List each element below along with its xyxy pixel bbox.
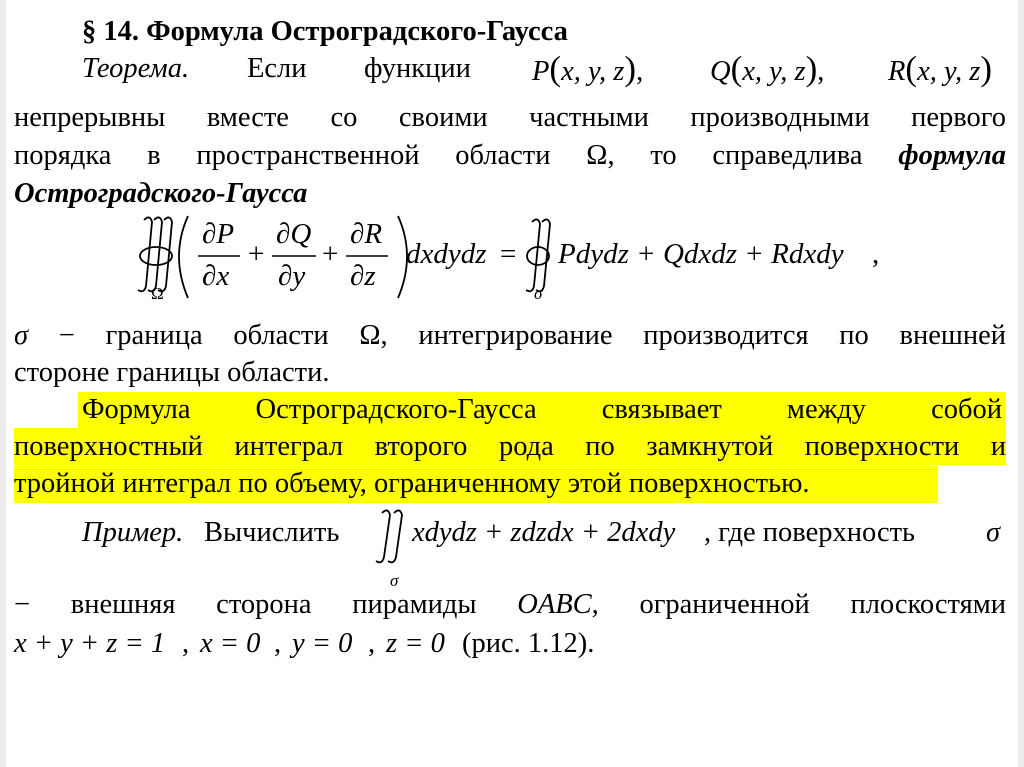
- function-r-args: x, y, z: [917, 56, 981, 87]
- function-r-name: R: [888, 56, 906, 87]
- gauss-formula: [130, 212, 950, 312]
- equals-sign: =: [500, 238, 517, 270]
- function-q-args: x, y, z: [742, 56, 806, 87]
- volume-element: dxdydz: [406, 238, 487, 270]
- function-r: R(x, y, z): [888, 49, 993, 88]
- example-integral-sub: σ: [390, 571, 399, 590]
- example-after: , где поверхность: [704, 517, 916, 548]
- plane-eq-1: x + y + z = 1: [14, 628, 166, 659]
- fraction-3-den: ∂z: [350, 260, 376, 292]
- theorem-line-2: непрерывны вместе со своими частными производными первого: [14, 102, 1006, 133]
- function-p: P(x, y, z),: [532, 49, 644, 88]
- fraction-2-num: ∂Q: [276, 218, 312, 250]
- highlight-line-2: поверхностный интеграл второго рода по замкнутой поверхности и: [14, 431, 1006, 462]
- term-formula: формула: [898, 140, 1006, 171]
- example-row: [82, 515, 1016, 590]
- comma-3: ,: [368, 628, 376, 659]
- example-verb: Вычислить: [204, 517, 340, 548]
- function-p-args: x, y, z: [561, 56, 625, 87]
- surface-integral-sub: σ: [534, 284, 543, 303]
- formula-tail: ,: [872, 238, 880, 270]
- pyramid-name: OABC: [517, 589, 592, 620]
- page-left-edge: [0, 0, 6, 767]
- boundary-line: [14, 318, 1006, 354]
- surface-integrand: Pdydz + Qdxdz + Rdxdy: [558, 238, 844, 270]
- fraction-2-den: ∂y: [278, 260, 306, 292]
- example-label: Пример.: [82, 517, 184, 548]
- fraction-1-den: ∂x: [202, 260, 230, 292]
- theorem-word-functions: функции: [364, 53, 471, 84]
- line8-text2: , ограниченной плоскостями: [591, 589, 1007, 620]
- comma-1: ,: [182, 628, 190, 659]
- section-title: § 14. Формула Остроградского-Гаусса: [82, 16, 568, 47]
- line3-before: порядка в пространственной области: [14, 140, 551, 171]
- function-p-name: P: [532, 56, 550, 87]
- theorem-label: Теорема.: [82, 53, 190, 84]
- function-q: Q(x, y, z),: [710, 49, 825, 88]
- function-q-sep: ,: [817, 56, 825, 87]
- function-q-name: Q: [710, 56, 731, 87]
- theorem-word-if: Если: [247, 53, 307, 84]
- figure-ref: (рис. 1.12).: [462, 628, 595, 659]
- plane-eq-3: y = 0: [292, 628, 353, 659]
- plus-1: +: [248, 238, 265, 270]
- plane-eq-2: x = 0: [200, 628, 261, 659]
- line5-text2: , интегрирование производится по внешней: [380, 320, 1006, 351]
- line8-text1: внешняя сторона пирамиды: [70, 589, 477, 620]
- line5-text1: граница области: [105, 320, 329, 351]
- boundary-line-2: стороне границы области.: [14, 357, 330, 388]
- fraction-1-num: ∂P: [202, 218, 235, 250]
- theorem-line-4: Остроградского-Гаусса: [14, 178, 308, 209]
- omega-symbol: Ω: [586, 140, 608, 171]
- triple-integral-sub: Ω: [151, 284, 164, 303]
- plane-eq-4: z = 0: [386, 628, 445, 659]
- left-paren-icon: [179, 216, 188, 298]
- theorem-line-3: [14, 138, 1006, 174]
- plus-2: +: [322, 238, 339, 270]
- surface-integral-icon: [526, 219, 550, 291]
- dash: −: [58, 320, 75, 351]
- page-right-edge: [1018, 0, 1024, 767]
- line8-dash: −: [14, 589, 31, 620]
- highlight-line-3: тройной интеграл по объему, ограниченному этой поверхностью.: [14, 468, 810, 499]
- sigma-symbol: σ: [14, 320, 29, 351]
- pyramid-line: [14, 587, 1006, 623]
- comma-2: ,: [274, 628, 282, 659]
- fraction-3-num: ∂R: [350, 218, 383, 250]
- example-sigma: σ: [986, 517, 1001, 548]
- highlight-line-1: Формула Остроградского-Гаусса связывает между собой: [82, 394, 1002, 425]
- omega-symbol-2: Ω: [359, 320, 381, 351]
- triple-integral-icon: [138, 217, 172, 291]
- function-p-sep: ,: [636, 56, 644, 87]
- example-integrand: xdydz + zdzdx + 2dxdy: [412, 517, 676, 548]
- line3-after: , то справедлива: [607, 140, 863, 171]
